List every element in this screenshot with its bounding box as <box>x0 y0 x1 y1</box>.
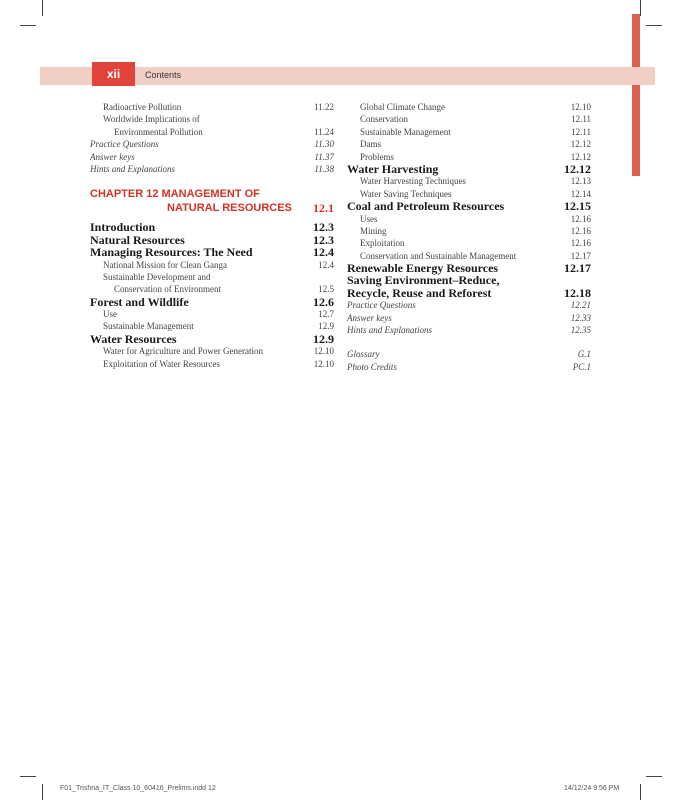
side-accent-bar <box>632 14 640 176</box>
crop-mark <box>42 784 43 800</box>
toc-entry-title: Practice Questions <box>90 139 159 150</box>
toc-entry-page: 12.16 <box>570 225 591 236</box>
toc-entry-title: Mining <box>360 225 387 236</box>
toc-entry <box>90 259 334 271</box>
crop-mark <box>646 25 662 26</box>
toc-entry-title: National Mission for Clean Ganga <box>103 259 227 270</box>
toc-entry-title: Introduction <box>90 220 156 235</box>
toc-entry-title: Radioactive Pollution <box>103 102 182 112</box>
crop-mark <box>640 784 641 800</box>
toc-entry <box>347 225 591 237</box>
toc-entry <box>90 271 334 283</box>
toc-entry-page: 12.12 <box>570 151 591 162</box>
toc-entry-page: 12.4 <box>313 245 334 260</box>
toc-entry <box>347 299 591 311</box>
toc-entry-page: 11.22 <box>314 102 334 112</box>
crop-mark <box>646 776 662 777</box>
toc-entry-page: 12.4 <box>318 259 334 270</box>
toc-entry-title: Environmental Pollution <box>114 126 203 137</box>
toc-left-top-entries <box>90 101 334 175</box>
toc-entry-title: Photo Credits <box>347 361 397 372</box>
toc-entry-page: 12.3 <box>313 232 334 247</box>
toc-entry-page: 12.5 <box>318 284 334 295</box>
toc-entry-page: 12.9 <box>318 321 334 332</box>
chapter-heading-line2: NATURAL RESOURCES <box>167 202 292 215</box>
toc-entry-title: Answer keys <box>347 312 392 323</box>
toc-entry <box>90 283 334 295</box>
toc-entry <box>347 101 591 113</box>
toc-back-matter <box>347 348 591 373</box>
toc-entry <box>347 138 591 150</box>
toc-entry <box>90 358 334 370</box>
toc-entry-page: 11.37 <box>314 151 334 162</box>
toc-entry-title: Answer keys <box>90 151 135 162</box>
toc-entry <box>90 246 334 258</box>
toc-entry-title: Natural Resources <box>90 232 185 247</box>
toc-entry-title: Conservation <box>360 114 408 125</box>
toc-entry-page: 12.12 <box>570 139 591 150</box>
toc-entry <box>347 175 591 187</box>
toc-entry-page: 12.12 <box>564 161 591 176</box>
toc-entry-page: 12.17 <box>570 250 591 261</box>
toc-entry <box>347 348 591 360</box>
toc-entry-page: 12.11 <box>571 126 591 137</box>
crop-mark <box>640 0 641 16</box>
chapter-heading <box>90 188 334 215</box>
toc-entry <box>347 213 591 225</box>
toc-entry-page: 12.16 <box>570 238 591 249</box>
toc-entry <box>347 324 591 336</box>
toc-entry-title: Use <box>103 309 117 320</box>
toc-entry-title: Conservation and Sustainable Management <box>360 250 517 261</box>
toc-entry-page: 11.30 <box>314 139 334 150</box>
toc-entry-title: Sustainable Management <box>103 321 194 332</box>
toc-left-column <box>90 101 334 370</box>
toc-entry-page: 12.18 <box>564 285 591 300</box>
toc-entry <box>90 345 334 357</box>
toc-entry-page: 12.7 <box>318 309 334 320</box>
toc-entry-page: 12.10 <box>313 358 334 369</box>
crop-mark <box>20 776 36 777</box>
toc-entry <box>90 138 334 150</box>
toc-entry-page: 12.10 <box>313 346 334 357</box>
toc-entry-title: Hints and Explanations <box>90 163 175 174</box>
toc-entry-title: Sustainable Management <box>360 126 451 137</box>
toc-entry-title: Global Climate Change <box>360 102 445 112</box>
toc-entry-title: Dams <box>360 139 381 150</box>
toc-entry <box>90 308 334 320</box>
toc-entry-title: Exploitation of Water Resources <box>103 358 220 369</box>
toc-entry-title: Water Harvesting Techniques <box>360 176 466 187</box>
toc-entry <box>90 221 334 233</box>
footer-file-name: F01_Trishna_IT_Class 10_60416_Prelims.indd 12 <box>60 785 216 792</box>
toc-entry-title: Managing Resources: The Need <box>90 245 253 260</box>
toc-entry <box>90 163 334 175</box>
toc-entry <box>347 126 591 138</box>
toc-entry-title: Problems <box>360 151 395 162</box>
toc-entry-page: 12.35 <box>570 325 591 336</box>
toc-entry <box>347 274 591 286</box>
toc-entry-page: 12.3 <box>313 220 334 235</box>
toc-left-entries <box>90 221 334 370</box>
toc-entry-page: 12.6 <box>313 294 334 309</box>
toc-entry-page: PC.1 <box>572 361 591 372</box>
toc-right-entries <box>347 101 591 336</box>
toc-entry-title: Water Saving Techniques <box>360 188 452 199</box>
crop-mark <box>42 0 43 16</box>
chapter-page: 12.1 <box>313 201 334 216</box>
toc-entry-page: 12.11 <box>571 114 591 125</box>
toc-entry-title: Worldwide Implications of <box>103 114 200 125</box>
footer-timestamp: 14/12/24 9:56 PM <box>564 785 620 792</box>
toc-entry-page: 12.15 <box>564 199 591 214</box>
toc-entry-page: 11.24 <box>314 126 334 137</box>
toc-entry-title: Recycle, Reuse and Reforest <box>347 285 492 300</box>
toc-entry <box>90 296 334 308</box>
toc-entry-page: 12.10 <box>570 102 591 112</box>
toc-entry <box>347 237 591 249</box>
chapter-heading-line1: CHAPTER 12 MANAGEMENT OF <box>90 188 260 201</box>
toc-entry-page: 12.17 <box>564 261 591 276</box>
toc-entry <box>347 200 591 212</box>
toc-entry-title: Forest and Wildlife <box>90 294 189 309</box>
toc-entry <box>90 151 334 163</box>
toc-entry-title: Exploitation <box>360 238 405 249</box>
toc-entry-title: Coal and Petroleum Resources <box>347 199 505 214</box>
toc-entry-title: Practice Questions <box>347 300 416 311</box>
toc-entry-page: 11.38 <box>314 163 334 174</box>
toc-entry <box>90 113 334 125</box>
toc-entry <box>347 163 591 175</box>
toc-right-column <box>347 101 591 373</box>
toc-entry <box>90 320 334 332</box>
toc-entry-title: Conservation of Environment <box>114 284 221 295</box>
toc-entry-title: Water for Agriculture and Power Generation <box>103 346 263 357</box>
toc-entry-title: Sustainable Development and <box>103 271 211 282</box>
running-head: Contents <box>145 70 182 80</box>
toc-entry-title: Uses <box>360 213 378 224</box>
toc-entry-title: Saving Environment–Reduce, <box>347 273 500 288</box>
toc-entry <box>347 361 591 373</box>
crop-mark <box>20 25 36 26</box>
toc-entry <box>90 101 334 113</box>
toc-entry-page: 12.33 <box>570 312 591 323</box>
toc-entry-page: G.1 <box>577 349 591 360</box>
toc-entry <box>347 312 591 324</box>
toc-entry-page: 12.13 <box>570 176 591 187</box>
toc-entry-title: Water Harvesting <box>347 161 439 176</box>
toc-entry <box>90 333 334 345</box>
toc-entry-page: 12.21 <box>570 300 591 311</box>
page-number-tab: xii <box>92 62 135 86</box>
toc-entry <box>347 113 591 125</box>
toc-entry-title: Hints and Explanations <box>347 325 432 336</box>
toc-entry-page: 12.16 <box>570 213 591 224</box>
toc-entry <box>347 287 591 299</box>
toc-entry-title: Renewable Energy Resources <box>347 261 499 276</box>
toc-entry-page: 12.9 <box>313 331 334 346</box>
toc-entry <box>90 126 334 138</box>
toc-entry-title: Water Resources <box>90 331 177 346</box>
toc-entry-title: Glossary <box>347 349 380 360</box>
toc-entry-page: 12.14 <box>570 188 591 199</box>
